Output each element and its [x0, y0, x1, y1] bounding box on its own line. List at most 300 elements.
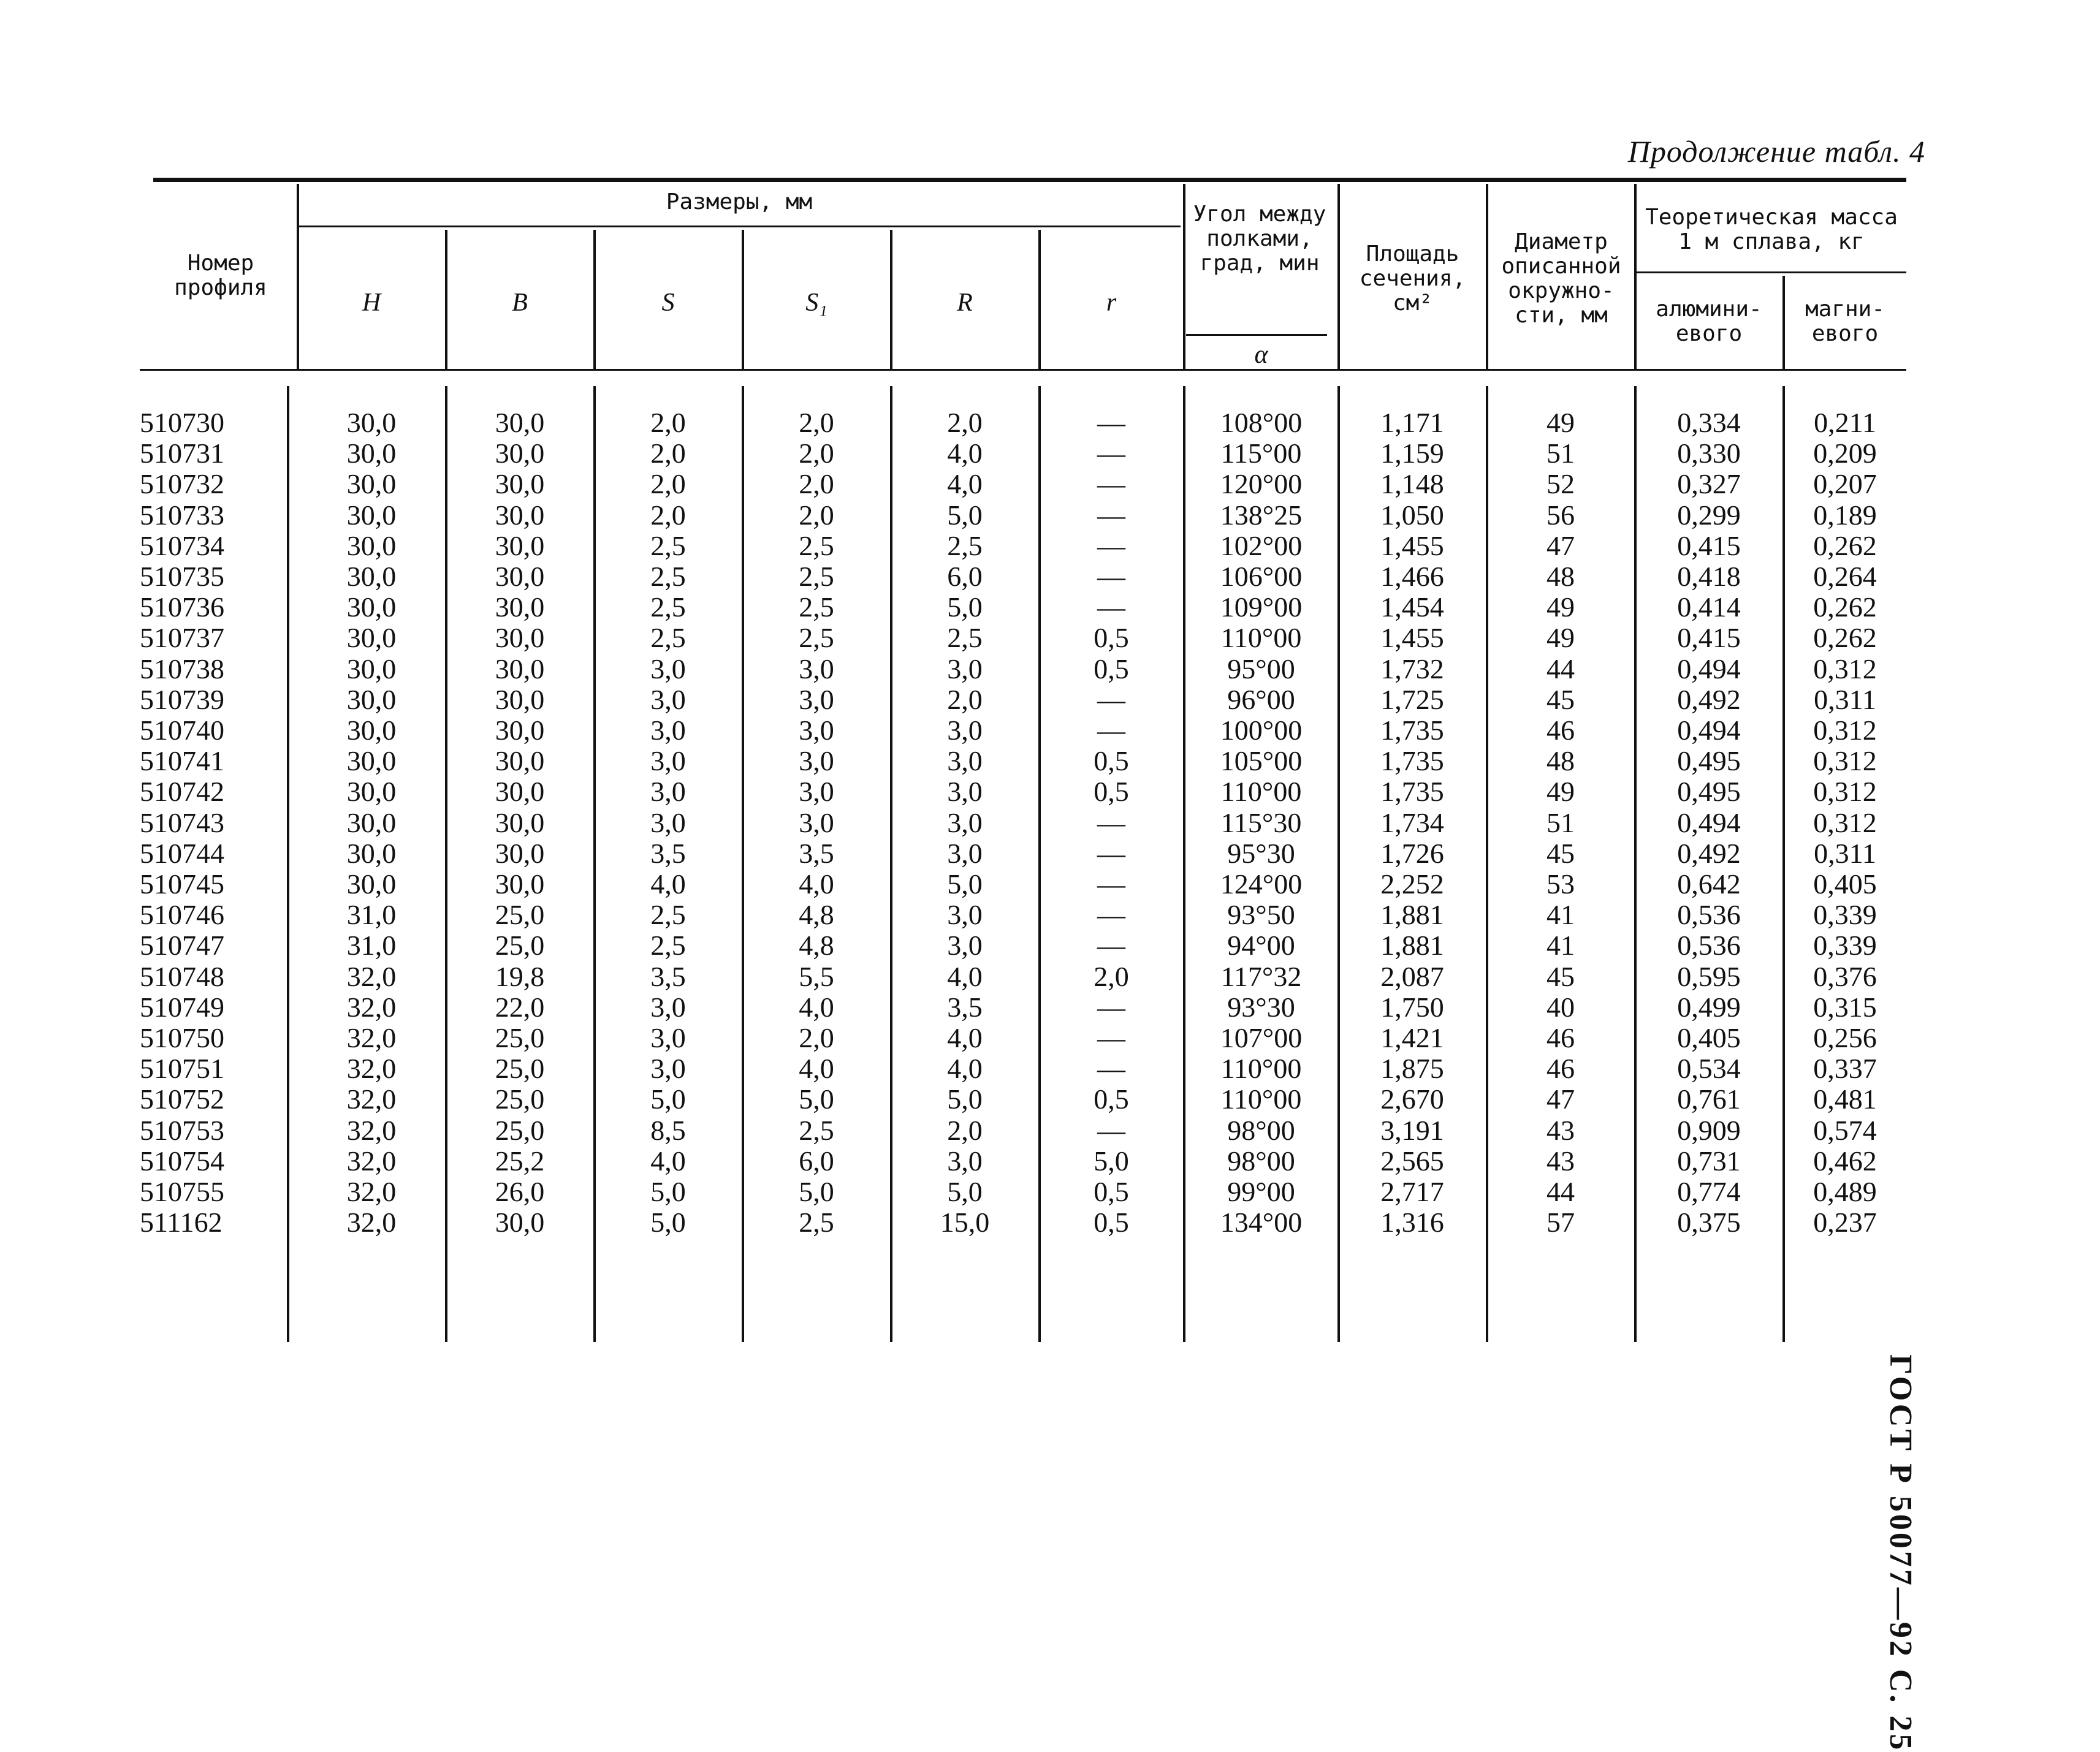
cell-B: 30,0	[495, 868, 545, 900]
cell-diameter: 56	[1546, 499, 1575, 531]
cell-H: 31,0	[346, 930, 397, 961]
cell-S1: 2,0	[799, 1022, 834, 1053]
cell-S1: 2,0	[799, 407, 834, 438]
cell-S1: 3,0	[799, 653, 834, 684]
cell-aluminum: 0,642	[1677, 868, 1741, 900]
cell-R: 5,0	[947, 499, 983, 531]
cell-angle: 124°00	[1220, 868, 1303, 900]
cell-S1: 3,0	[799, 776, 834, 807]
cell-magnesium: 0,209	[1813, 438, 1877, 469]
cell-magnesium: 0,312	[1813, 745, 1877, 776]
cell-H: 30,0	[346, 807, 397, 838]
cell-B: 25,0	[495, 899, 545, 930]
cell-aluminum: 0,731	[1677, 1145, 1741, 1177]
cell-S1: 4,0	[799, 1053, 834, 1084]
cell-B: 30,0	[495, 438, 545, 469]
cell-H: 30,0	[346, 438, 397, 469]
cell-magnesium: 0,262	[1813, 591, 1877, 623]
cell-angle: 99°00	[1227, 1176, 1295, 1207]
cell-S1: 5,5	[799, 961, 834, 992]
cell-area: 1,159	[1380, 438, 1444, 469]
cell-diameter: 47	[1546, 530, 1575, 561]
cell-profile-number: 510743	[140, 807, 224, 838]
cell-diameter: 41	[1546, 930, 1575, 961]
cell-angle: 115°30	[1220, 807, 1302, 838]
cell-aluminum: 0,536	[1677, 899, 1741, 930]
cell-aluminum: 0,499	[1677, 992, 1741, 1023]
cell-B: 30,0	[495, 745, 545, 776]
cell-aluminum: 0,534	[1677, 1053, 1741, 1084]
cell-profile-number: 511162	[140, 1207, 223, 1238]
cell-r: 0,5	[1094, 1207, 1129, 1238]
cell-aluminum: 0,414	[1677, 591, 1741, 623]
cell-R: 3,0	[947, 715, 983, 746]
cell-R: 5,0	[947, 591, 983, 623]
cell-S1: 2,5	[799, 1115, 834, 1146]
cell-aluminum: 0,492	[1677, 838, 1741, 869]
cell-r: —	[1097, 930, 1125, 961]
cell-R: 4,0	[947, 468, 983, 499]
cell-angle: 105°00	[1220, 745, 1303, 776]
cell-S1: 2,0	[799, 499, 834, 531]
cell-area: 1,881	[1380, 899, 1444, 930]
cell-angle: 108°00	[1220, 407, 1303, 438]
header-divider	[1337, 184, 1340, 369]
cell-magnesium: 0,339	[1813, 930, 1877, 961]
cell-r: —	[1097, 561, 1125, 592]
cell-r: —	[1097, 899, 1125, 930]
cell-S: 2,0	[650, 407, 686, 438]
cell-area: 1,050	[1380, 499, 1444, 531]
cell-S: 5,0	[650, 1207, 686, 1238]
cell-S: 5,0	[650, 1083, 686, 1115]
cell-S1: 3,0	[799, 715, 834, 746]
cell-H: 32,0	[346, 1053, 397, 1084]
cell-S: 2,0	[650, 438, 686, 469]
cell-magnesium: 0,376	[1813, 961, 1877, 992]
cell-area: 1,732	[1380, 653, 1444, 684]
cell-profile-number: 510755	[140, 1176, 224, 1207]
cell-r: —	[1097, 1022, 1125, 1053]
cell-angle: 110°00	[1220, 622, 1302, 653]
cell-magnesium: 0,315	[1813, 992, 1877, 1023]
cell-magnesium: 0,237	[1813, 1207, 1877, 1238]
cell-angle: 98°00	[1227, 1145, 1295, 1177]
cell-R: 5,0	[947, 1176, 983, 1207]
header-r: r	[1106, 289, 1117, 317]
cell-S1: 2,5	[799, 622, 834, 653]
cell-magnesium: 0,337	[1813, 1053, 1877, 1084]
cell-H: 32,0	[346, 1083, 397, 1115]
cell-angle: 93°30	[1227, 992, 1295, 1023]
cell-magnesium: 0,462	[1813, 1145, 1877, 1177]
cell-diameter: 48	[1546, 561, 1575, 592]
cell-r: 2,0	[1094, 961, 1129, 992]
cell-angle: 110°00	[1220, 1083, 1302, 1115]
cell-H: 30,0	[346, 407, 397, 438]
cell-S1: 4,0	[799, 992, 834, 1023]
cell-aluminum: 0,909	[1677, 1115, 1741, 1146]
cell-H: 30,0	[346, 745, 397, 776]
cell-profile-number: 510738	[140, 653, 224, 684]
cell-angle: 110°00	[1220, 776, 1302, 807]
header-divider	[1486, 184, 1488, 369]
cell-angle: 100°00	[1220, 715, 1303, 746]
cell-diameter: 49	[1546, 591, 1575, 623]
cell-diameter: 51	[1546, 807, 1575, 838]
cell-aluminum: 0,536	[1677, 930, 1741, 961]
cell-S1: 6,0	[799, 1145, 834, 1177]
cell-area: 1,725	[1380, 684, 1444, 715]
cell-magnesium: 0,405	[1813, 868, 1877, 900]
header-bottom-rule	[140, 369, 1906, 371]
header-H: H	[362, 289, 381, 317]
body-divider	[287, 386, 289, 1342]
cell-S: 2,5	[650, 591, 686, 623]
cell-S1: 3,0	[799, 745, 834, 776]
cell-r: —	[1097, 499, 1125, 531]
cell-magnesium: 0,311	[1814, 838, 1876, 869]
cell-S: 3,0	[650, 776, 686, 807]
cell-profile-number: 510749	[140, 992, 224, 1023]
cell-R: 2,5	[947, 622, 983, 653]
cell-magnesium: 0,256	[1813, 1022, 1877, 1053]
cell-magnesium: 0,481	[1813, 1083, 1877, 1115]
header-alpha: α	[1254, 341, 1268, 369]
cell-aluminum: 0,494	[1677, 807, 1741, 838]
page-running-title: ГОСТ Р 50077—92 С. 25	[1883, 1354, 1918, 1752]
cell-r: 0,5	[1094, 653, 1129, 684]
cell-R: 4,0	[947, 438, 983, 469]
cell-R: 15,0	[940, 1207, 990, 1238]
cell-magnesium: 0,264	[1813, 561, 1877, 592]
cell-area: 1,875	[1380, 1053, 1444, 1084]
cell-aluminum: 0,405	[1677, 1022, 1741, 1053]
cell-R: 4,0	[947, 1053, 983, 1084]
cell-H: 32,0	[346, 1022, 397, 1053]
cell-aluminum: 0,494	[1677, 715, 1741, 746]
cell-H: 30,0	[346, 715, 397, 746]
cell-r: —	[1097, 1053, 1125, 1084]
cell-area: 2,565	[1380, 1145, 1444, 1177]
cell-R: 2,5	[947, 530, 983, 561]
cell-profile-number: 510735	[140, 561, 224, 592]
cell-R: 3,5	[947, 992, 983, 1023]
cell-S: 2,5	[650, 561, 686, 592]
cell-diameter: 46	[1546, 715, 1575, 746]
cell-S1: 2,5	[799, 591, 834, 623]
cell-magnesium: 0,312	[1813, 807, 1877, 838]
header-R: R	[957, 289, 973, 317]
cell-B: 30,0	[495, 715, 545, 746]
cell-diameter: 45	[1546, 961, 1575, 992]
cell-profile-number: 510739	[140, 684, 224, 715]
cell-R: 3,0	[947, 838, 983, 869]
sizes-rule	[298, 226, 1181, 227]
cell-area: 1,455	[1380, 622, 1444, 653]
cell-angle: 109°00	[1220, 591, 1303, 623]
cell-R: 5,0	[947, 1083, 983, 1115]
cell-magnesium: 0,312	[1813, 653, 1877, 684]
cell-profile-number: 510736	[140, 591, 224, 623]
cell-diameter: 44	[1546, 1176, 1575, 1207]
cell-diameter: 46	[1546, 1053, 1575, 1084]
cell-H: 30,0	[346, 591, 397, 623]
cell-diameter: 46	[1546, 1022, 1575, 1053]
cell-S: 2,0	[650, 468, 686, 499]
cell-diameter: 48	[1546, 745, 1575, 776]
header-area: Площадь сечения, см²	[1359, 241, 1466, 316]
cell-angle: 96°00	[1227, 684, 1295, 715]
cell-profile-number: 510752	[140, 1083, 224, 1115]
cell-r: —	[1097, 468, 1125, 499]
cell-S1: 3,0	[799, 807, 834, 838]
cell-S: 5,0	[650, 1176, 686, 1207]
cell-area: 2,670	[1380, 1083, 1444, 1115]
cell-S: 3,0	[650, 992, 686, 1023]
cell-S1: 3,0	[799, 684, 834, 715]
cell-diameter: 49	[1546, 622, 1575, 653]
cell-profile-number: 510731	[140, 438, 224, 469]
cell-aluminum: 0,495	[1677, 776, 1741, 807]
cell-S: 2,5	[650, 530, 686, 561]
cell-H: 32,0	[346, 1176, 397, 1207]
cell-B: 30,0	[495, 561, 545, 592]
cell-H: 32,0	[346, 1115, 397, 1146]
cell-area: 1,171	[1380, 407, 1444, 438]
cell-B: 30,0	[495, 499, 545, 531]
cell-B: 30,0	[495, 1207, 545, 1238]
cell-area: 1,455	[1380, 530, 1444, 561]
cell-R: 4,0	[947, 1022, 983, 1053]
cell-profile-number: 510733	[140, 499, 224, 531]
cell-angle: 138°25	[1220, 499, 1303, 531]
cell-aluminum: 0,415	[1677, 622, 1741, 653]
header-mass: Теоретическая масса 1 м сплава, кг	[1645, 205, 1898, 254]
cell-S: 3,0	[650, 715, 686, 746]
cell-r: 5,0	[1094, 1145, 1129, 1177]
cell-profile-number: 510730	[140, 407, 224, 438]
cell-R: 3,0	[947, 1145, 983, 1177]
cell-r: —	[1097, 715, 1125, 746]
cell-aluminum: 0,299	[1677, 499, 1741, 531]
cell-diameter: 43	[1546, 1115, 1575, 1146]
cell-B: 30,0	[495, 838, 545, 869]
cell-B: 30,0	[495, 530, 545, 561]
cell-H: 31,0	[346, 899, 397, 930]
cell-magnesium: 0,312	[1813, 776, 1877, 807]
cell-r: —	[1097, 807, 1125, 838]
cell-R: 3,0	[947, 930, 983, 961]
header-sizes: Размеры, мм	[666, 189, 813, 214]
alpha-rule	[1186, 334, 1327, 336]
cell-magnesium: 0,489	[1813, 1176, 1877, 1207]
cell-magnesium: 0,312	[1813, 715, 1877, 746]
cell-diameter: 40	[1546, 992, 1575, 1023]
cell-B: 25,0	[495, 1115, 545, 1146]
cell-r: —	[1097, 591, 1125, 623]
cell-S1: 2,5	[799, 561, 834, 592]
cell-area: 1,454	[1380, 591, 1444, 623]
cell-r: —	[1097, 838, 1125, 869]
cell-H: 30,0	[346, 653, 397, 684]
cell-H: 32,0	[346, 992, 397, 1023]
cell-S1: 5,0	[799, 1176, 834, 1207]
header-aluminum: алюмини-евого	[1656, 297, 1762, 346]
cell-B: 30,0	[495, 407, 545, 438]
cell-angle: 117°32	[1220, 961, 1302, 992]
cell-profile-number: 510732	[140, 468, 224, 499]
cell-diameter: 53	[1546, 868, 1575, 900]
header-S: S	[661, 289, 675, 317]
header-S1: S₁	[805, 289, 827, 317]
cell-S: 3,5	[650, 838, 686, 869]
cell-H: 30,0	[346, 530, 397, 561]
cell-S1: 2,5	[799, 530, 834, 561]
cell-area: 1,726	[1380, 838, 1444, 869]
cell-aluminum: 0,415	[1677, 530, 1741, 561]
cell-aluminum: 0,330	[1677, 438, 1741, 469]
cell-area: 3,191	[1380, 1115, 1444, 1146]
cell-angle: 95°00	[1227, 653, 1295, 684]
cell-H: 32,0	[346, 1145, 397, 1177]
cell-angle: 115°00	[1220, 438, 1302, 469]
cell-aluminum: 0,761	[1677, 1083, 1741, 1115]
cell-r: —	[1097, 407, 1125, 438]
cell-aluminum: 0,492	[1677, 684, 1741, 715]
cell-S1: 3,5	[799, 838, 834, 869]
cell-area: 2,252	[1380, 868, 1444, 900]
cell-S: 2,5	[650, 622, 686, 653]
cell-area: 1,316	[1380, 1207, 1444, 1238]
cell-B: 25,2	[495, 1145, 545, 1177]
cell-diameter: 45	[1546, 838, 1575, 869]
cell-B: 30,0	[495, 653, 545, 684]
cell-H: 30,0	[346, 622, 397, 653]
cell-diameter: 52	[1546, 468, 1575, 499]
cell-area: 2,717	[1380, 1176, 1444, 1207]
cell-S: 3,5	[650, 961, 686, 992]
cell-H: 30,0	[346, 468, 397, 499]
cell-area: 1,734	[1380, 807, 1444, 838]
cell-S1: 2,0	[799, 468, 834, 499]
cell-B: 25,0	[495, 930, 545, 961]
header-magnesium: магни-евого	[1805, 297, 1885, 346]
cell-angle: 102°00	[1220, 530, 1303, 561]
header-profile-number: Номер профиля	[174, 251, 267, 300]
cell-profile-number: 510742	[140, 776, 224, 807]
cell-R: 3,0	[947, 899, 983, 930]
cell-B: 25,0	[495, 1053, 545, 1084]
cell-magnesium: 0,211	[1814, 407, 1876, 438]
cell-S: 2,5	[650, 930, 686, 961]
cell-aluminum: 0,418	[1677, 561, 1741, 592]
cell-S1: 2,0	[799, 438, 834, 469]
cell-R: 2,0	[947, 684, 983, 715]
cell-H: 32,0	[346, 961, 397, 992]
cell-angle: 93°50	[1227, 899, 1295, 930]
cell-S: 4,0	[650, 1145, 686, 1177]
cell-area: 2,087	[1380, 961, 1444, 992]
cell-S1: 5,0	[799, 1083, 834, 1115]
cell-magnesium: 0,262	[1813, 622, 1877, 653]
cell-profile-number: 510751	[140, 1053, 224, 1084]
cell-area: 1,421	[1380, 1022, 1444, 1053]
cell-profile-number: 510746	[140, 899, 224, 930]
cell-angle: 98°00	[1227, 1115, 1295, 1146]
cell-r: 0,5	[1094, 1083, 1129, 1115]
cell-B: 25,0	[495, 1083, 545, 1115]
cell-B: 26,0	[495, 1176, 545, 1207]
cell-r: —	[1097, 684, 1125, 715]
body-divider	[1183, 386, 1185, 1342]
header-angle: Угол между полками, град, мин	[1193, 202, 1326, 276]
cell-r: —	[1097, 1115, 1125, 1146]
cell-r: —	[1097, 530, 1125, 561]
cell-profile-number: 510744	[140, 838, 224, 869]
cell-area: 1,735	[1380, 715, 1444, 746]
cell-S1: 2,5	[799, 1207, 834, 1238]
cell-S: 3,0	[650, 653, 686, 684]
cell-aluminum: 0,495	[1677, 745, 1741, 776]
cell-angle: 94°00	[1227, 930, 1295, 961]
cell-profile-number: 510745	[140, 868, 224, 900]
cell-profile-number: 510750	[140, 1022, 224, 1053]
cell-S: 3,0	[650, 684, 686, 715]
cell-magnesium: 0,311	[1814, 684, 1876, 715]
cell-R: 3,0	[947, 745, 983, 776]
cell-R: 4,0	[947, 961, 983, 992]
cell-R: 3,0	[947, 653, 983, 684]
cell-B: 30,0	[495, 591, 545, 623]
cell-angle: 95°30	[1227, 838, 1295, 869]
cell-profile-number: 510747	[140, 930, 224, 961]
cell-profile-number: 510741	[140, 745, 224, 776]
cell-diameter: 45	[1546, 684, 1575, 715]
cell-R: 6,0	[947, 561, 983, 592]
table-top-rule	[153, 178, 1906, 182]
cell-H: 30,0	[346, 499, 397, 531]
cell-B: 19,8	[495, 961, 545, 992]
cell-B: 30,0	[495, 807, 545, 838]
cell-magnesium: 0,574	[1813, 1115, 1877, 1146]
cell-angle: 107°00	[1220, 1022, 1303, 1053]
cell-area: 1,735	[1380, 776, 1444, 807]
cell-H: 32,0	[346, 1207, 397, 1238]
cell-angle: 110°00	[1220, 1053, 1302, 1084]
header-diameter: Диаметр описанной окружно-сти, мм	[1501, 229, 1621, 328]
cell-S1: 4,8	[799, 899, 834, 930]
cell-aluminum: 0,327	[1677, 468, 1741, 499]
cell-diameter: 44	[1546, 653, 1575, 684]
cell-magnesium: 0,207	[1813, 468, 1877, 499]
cell-profile-number: 510737	[140, 622, 224, 653]
cell-S: 3,0	[650, 807, 686, 838]
cell-profile-number: 510748	[140, 961, 224, 992]
cell-r: —	[1097, 868, 1125, 900]
cell-profile-number: 510740	[140, 715, 224, 746]
cell-area: 1,735	[1380, 745, 1444, 776]
cell-R: 2,0	[947, 407, 983, 438]
cell-r: —	[1097, 992, 1125, 1023]
cell-r: —	[1097, 438, 1125, 469]
cell-aluminum: 0,375	[1677, 1207, 1741, 1238]
cell-S: 3,0	[650, 745, 686, 776]
cell-diameter: 47	[1546, 1083, 1575, 1115]
cell-diameter: 49	[1546, 776, 1575, 807]
cell-area: 1,466	[1380, 561, 1444, 592]
cell-magnesium: 0,262	[1813, 530, 1877, 561]
